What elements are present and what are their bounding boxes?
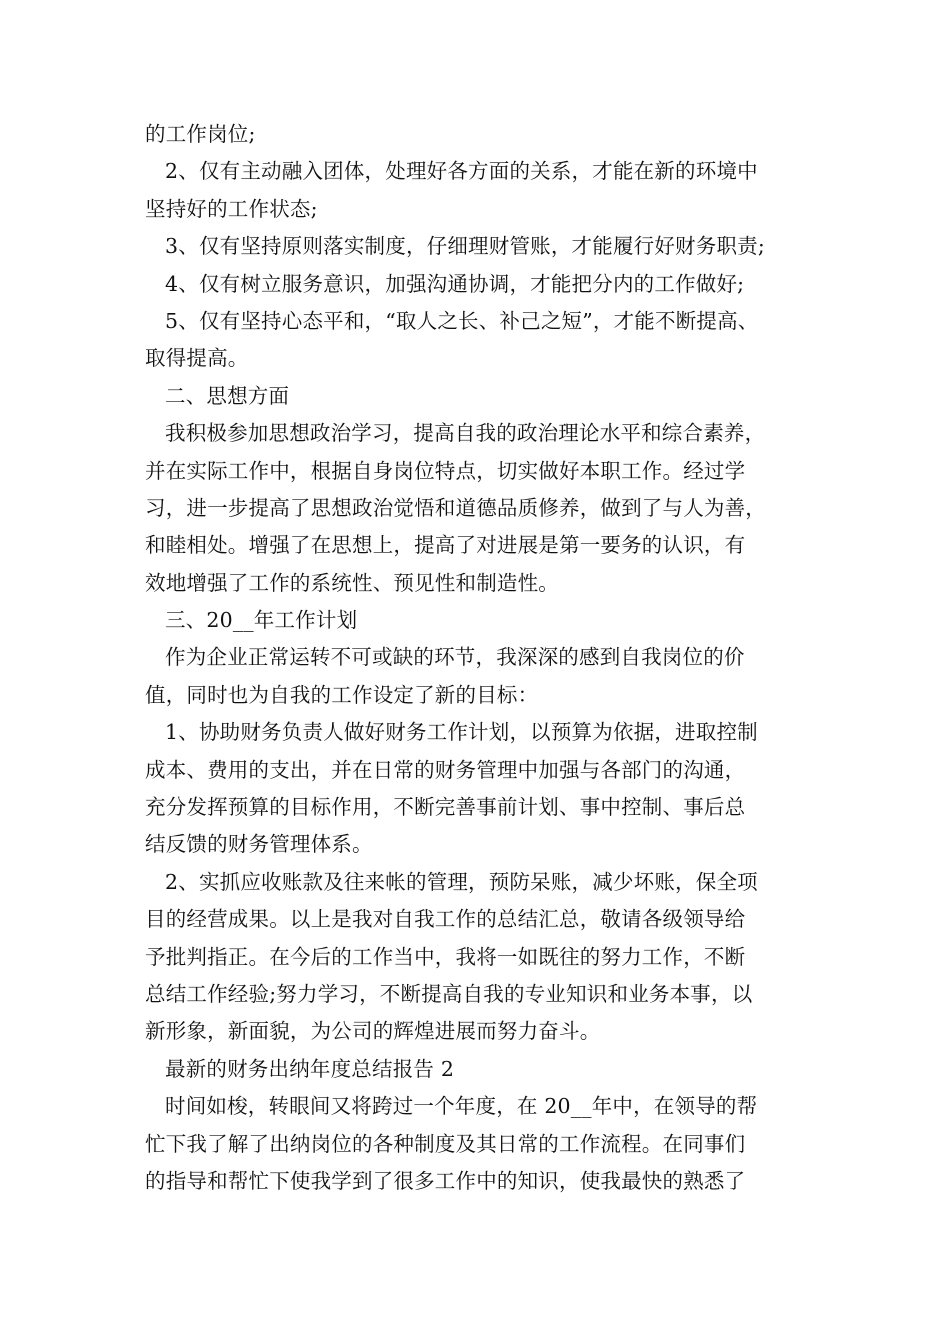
text-line: 2、实抓应收账款及往来帐的管理，预防呆账，减少坏账，保全项 (165, 869, 758, 894)
report-title: 最新的财务出纳年度总结报告 2 (165, 1056, 455, 1081)
text-line: 习，进一步提高了思想政治觉悟和道德品质修养，做到了与人为善， (145, 495, 766, 520)
text-line: 充分发挥预算的目标作用，不断完善事前计划、事中控制、事后总 (145, 795, 746, 820)
text-line: 作为企业正常运转不可或缺的环节，我深深的感到自我岗位的价 (165, 645, 745, 670)
text-line: 值，同时也为自我的工作设定了新的目标： (145, 682, 539, 707)
text-line: 1、协助财务负责人做好财务工作计划，以预算为依据，进取控制 (165, 720, 758, 745)
text-line: 予批判指正。在今后的工作当中，我将一如既往的努力工作，不断 (145, 944, 746, 969)
text-line: 取得提高。 (145, 346, 249, 371)
text-line: 结反馈的财务管理体系。 (145, 832, 373, 857)
text-line: 的工作岗位; (145, 122, 256, 146)
text-line: 时间如梭，转眼间又将跨过一个年度，在 20__年中，在领导的帮 (165, 1094, 758, 1119)
section-heading: 二、思想方面 (165, 383, 290, 408)
text-line: 5、仅有坚持心态平和，“取人之长、补己之短”，才能不断提高、 (165, 308, 759, 333)
text-line: 成本、费用的支出，并在日常的财务管理中加强与各部门的沟通， (145, 757, 746, 782)
text-line: 总结工作经验;努力学习，不断提高自我的专业知识和业务本事，以 (145, 981, 753, 1006)
text-line: 并在实际工作中，根据自身岗位特点，切实做好本职工作。经过学 (145, 458, 746, 483)
text-line: 目的经营成果。以上是我对自我工作的总结汇总，敬请各级领导给 (145, 907, 746, 932)
text-line: 效地增强了工作的系统性、预见性和制造性。 (145, 570, 559, 595)
text-line: 坚持好的工作状态; (145, 196, 318, 221)
section-heading: 三、20__年工作计划 (165, 608, 358, 633)
text-line: 的指导和帮忙下使我学到了很多工作中的知识，使我最快的熟悉了 (145, 1168, 746, 1193)
text-line: 和睦相处。增强了在思想上，提高了对进展是第一要务的认识，有 (145, 533, 746, 558)
text-line: 4、仅有树立服务意识，加强沟通协调，才能把分内的工作做好; (165, 271, 745, 296)
text-line: 我积极参加思想政治学习，提高自我的政治理论水平和综合素养， (165, 421, 766, 446)
text-line: 新形象，新面貌，为公司的辉煌进展而努力奋斗。 (145, 1019, 601, 1044)
text-line: 2、仅有主动融入团体，处理好各方面的关系，才能在新的环境中 (165, 159, 758, 184)
document-body (145, 116, 825, 1200)
text-line: 忙下我了解了出纳岗位的各种制度及其日常的工作流程。在同事们 (145, 1131, 746, 1156)
text-line: 3、仅有坚持原则落实制度，仔细理财管账，才能履行好财务职责; (165, 234, 765, 259)
